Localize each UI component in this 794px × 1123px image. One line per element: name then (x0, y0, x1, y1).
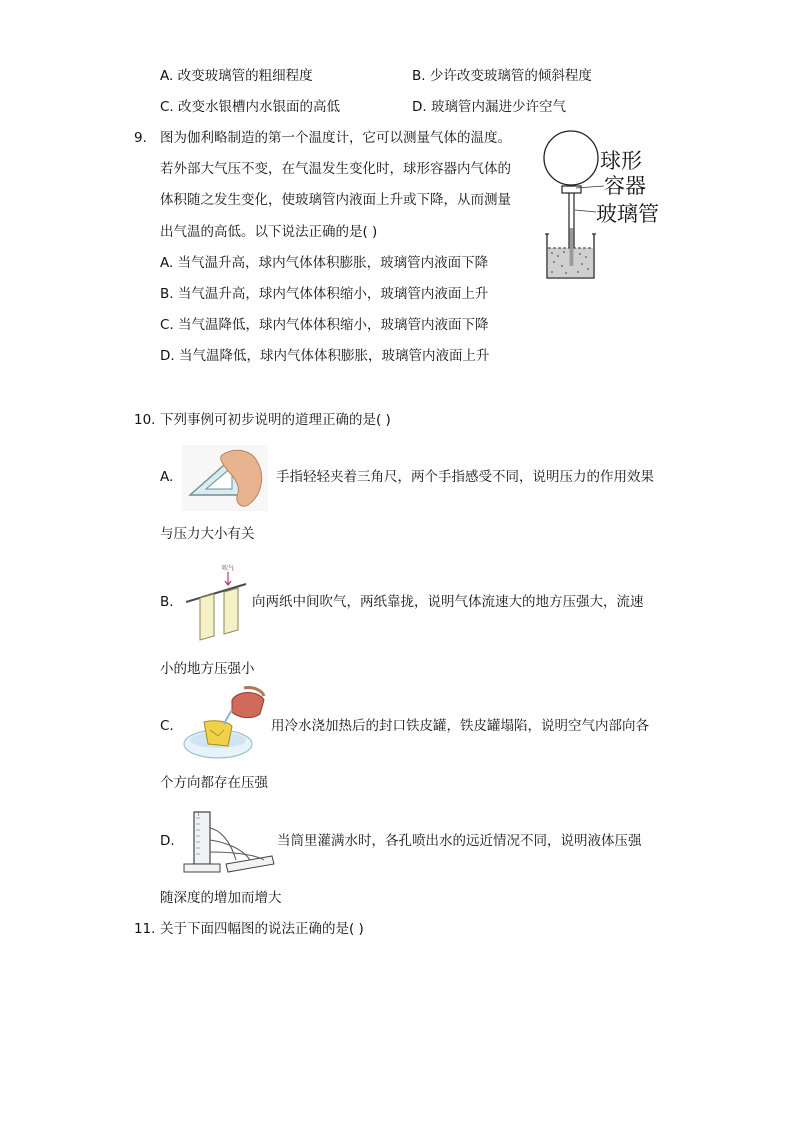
galileo-thermometer-figure (540, 128, 665, 280)
q10-c-letter: C. (160, 718, 174, 734)
q8-option-d: D. 玻璃管内漏进少许空气 (412, 99, 566, 115)
q11-number: 11. (134, 921, 156, 937)
q9-option-b: B. 当气温升高，球内气体体积缩小，玻璃管内液面上升 (160, 286, 489, 302)
svg-text:I: I (198, 812, 200, 818)
q10-c-text-line-1: 用冷水浇加热后的封口铁皮罐，铁皮罐塌陷，说明空气内部向各 (271, 718, 649, 734)
q11-stem: 关于下面四幅图的说法正确的是( ) (160, 921, 364, 937)
glass-bulb-icon (544, 131, 598, 185)
blowing-papers-figure (186, 562, 248, 642)
label-glass-tube: 玻璃管 (596, 202, 659, 226)
label-container: 容器 (604, 174, 646, 198)
q9-option-d: D. 当气温降低，球内气体体积膨胀，玻璃管内液面上升 (160, 348, 490, 364)
q10-d-text-line-1: 当筒里灌满水时，各孔喷出水的远近情况不同，说明液体压强 (277, 833, 642, 849)
q10-a-text-line-1: 手指轻轻夹着三角尺，两个手指感受不同，说明压力的作用效果 (276, 469, 654, 485)
stopper-icon (562, 186, 581, 193)
blow-label: 吹气 (222, 565, 235, 572)
crushed-can-icon (204, 721, 232, 746)
stand-base-icon (184, 864, 220, 872)
q10-b-letter: B. (160, 594, 174, 610)
crushed-can-figure (182, 686, 268, 766)
q9-number: 9. (134, 130, 147, 146)
q10-number: 10. (134, 412, 156, 428)
q9-option-a: A. 当气温升高，球内气体体积膨胀，玻璃管内液面下降 (160, 255, 489, 271)
catch-tray-icon (226, 856, 274, 872)
q10-stem: 下列事例可初步说明的道理正确的是( ) (160, 412, 391, 428)
q9-stem-line-4: 出气温的高低。以下说法正确的是( ) (160, 224, 378, 240)
q10-d-text-line-2: 随深度的增加而增大 (160, 890, 282, 906)
q8-option-c: C. 改变水银槽内水银面的高低 (160, 99, 341, 115)
triangle-ruler-hand-figure (182, 445, 268, 511)
q8-option-b: B. 少许改变玻璃管的倾斜程度 (412, 68, 592, 84)
q9-stem-line-3: 体积随之发生变化，使玻璃管内液面上升或下降，从而测量 (160, 192, 511, 208)
q9-stem-line-2: 若外部大气压不变，在气温发生变化时，球形容器内气体的 (160, 161, 511, 177)
q8-option-a: A. 改变玻璃管的粗细程度 (160, 68, 313, 84)
q10-c-text-line-2: 个方向都存在压强 (160, 775, 268, 791)
q9-option-c: C. 当气温降低，球内气体体积缩小，玻璃管内液面下降 (160, 317, 489, 333)
water-jets-figure (180, 806, 276, 876)
q10-d-letter: D. (160, 833, 175, 849)
paper-sheet-right-icon (224, 588, 238, 634)
water-pitcher-icon (232, 693, 264, 718)
q10-a-text-line-2: 与压力大小有关 (160, 526, 255, 542)
label-spherical: 球形 (600, 149, 642, 173)
q10-b-text-line-1: 向两纸中间吹气，两纸靠拢，说明气体流速大的地方压强大，流速 (252, 594, 644, 610)
q10-b-text-line-2: 小的地方压强小 (160, 661, 255, 677)
q9-stem-line-1: 图为伽利略制造的第一个温度计，它可以测量气体的温度。 (160, 130, 511, 146)
water-cylinder-icon (194, 812, 210, 864)
paper-sheet-left-icon (200, 594, 214, 640)
q10-a-letter: A. (160, 469, 174, 485)
